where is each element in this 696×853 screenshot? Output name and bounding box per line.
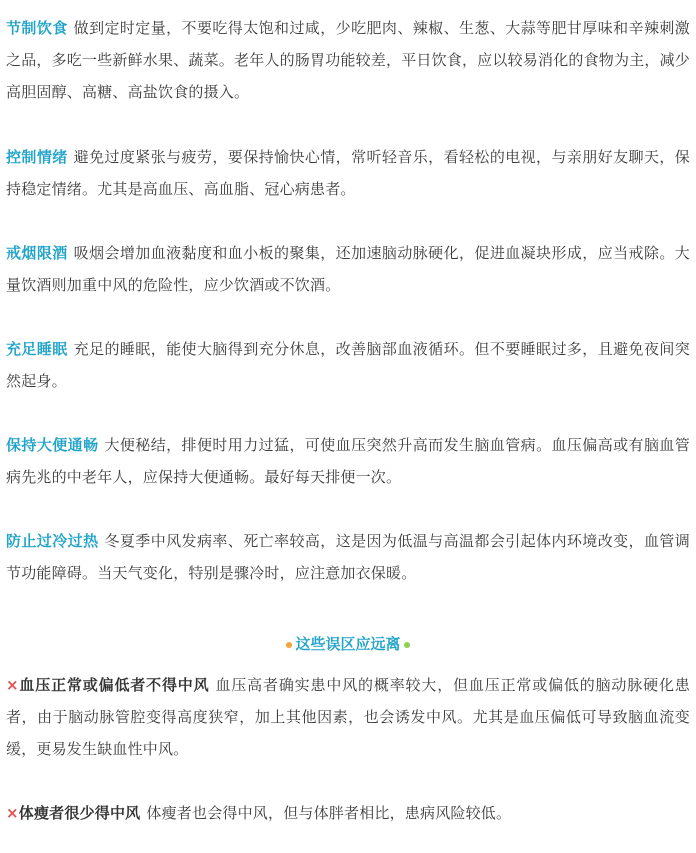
tip-paragraph-sleep xyxy=(6,333,690,397)
green-dot-icon xyxy=(404,642,410,648)
mistake-title: 血压正常或偏低者不得中风 xyxy=(18,676,210,694)
tip-text: 避免过度紧张与疲劳，要保持愉快心情，常听轻音乐，看轻松的电视，与亲朋好友聊天，保持稳定情绪。尤其是高血压、高血脂、冠心病患者。 xyxy=(6,148,690,198)
tip-title: 节制饮食 xyxy=(6,19,68,37)
tip-text: 大便秘结，排便时用力过猛，可使血压突然升高而发生脑血管病。血压偏高或有脑血管病先兆的中老年人，应保持大便通畅。最好每天排便一次。 xyxy=(6,436,690,486)
section-header xyxy=(0,629,696,659)
tip-text: 吸烟会增加血液黏度和血小板的聚集，还加速脑动脉硬化，促进血凝块形成，应当戒除。大量饮酒则加重中风的危险性，应少饮酒或不饮酒。 xyxy=(6,244,690,294)
mistake-text: 体瘦者也会得中风，但与体胖者相比，患病风险较低。 xyxy=(146,804,512,822)
cross-mark-icon: × xyxy=(6,804,19,822)
mistake-title: 体瘦者很少得中风 xyxy=(18,804,141,822)
tip-paragraph-bowel xyxy=(6,429,690,493)
mistake-paragraph-thin xyxy=(6,797,690,829)
tip-text: 充足的睡眠，能使大脑得到充分休息，改善脑部血液循环。但不要睡眠过多，且避免夜间突然起身。 xyxy=(6,340,690,390)
tip-title: 控制情绪 xyxy=(6,148,68,166)
tip-text: 做到定时定量，不要吃得太饱和过咸，少吃肥肉、辣椒、生葱、大蒜等肥甘厚味和辛辣刺激之品，多吃一些新鲜水果、蔬菜。老年人的肠胃功能较差，平日饮食，应以较易消化的食物为主，减少高胆固醇、高糖、高盐饮食的摄入。 xyxy=(6,19,691,101)
mistake-text: 血压高者确实患中风的概率较大，但血压正常或偏低的脑动脉硬化患者，由于脑动脉管腔变得高度狭窄，加上其他因素，也会诱发中风。尤其是血压偏低可导致脑血流变缓，更易发生缺血性中风。 xyxy=(6,676,690,758)
tip-text: 冬夏季中风发病率、死亡率较高，这是因为低温与高温都会引起体内环境改变，血管调节功能障碍。当天气变化，特别是骤冷时，应注意加衣保暖。 xyxy=(6,532,690,582)
tip-title: 戒烟限酒 xyxy=(6,244,68,262)
tip-title: 保持大便通畅 xyxy=(6,436,99,454)
tip-title: 充足睡眠 xyxy=(6,340,68,358)
tip-title: 防止过冷过热 xyxy=(6,532,99,550)
section-header-text: 这些误区应远离 xyxy=(295,635,401,653)
mistake-paragraph-blood-pressure xyxy=(6,669,690,765)
tip-paragraph-smoking xyxy=(6,237,690,301)
cross-mark-icon: × xyxy=(6,676,19,694)
tip-paragraph-emotion xyxy=(6,141,690,205)
tip-paragraph-temperature xyxy=(6,525,690,589)
orange-dot-icon xyxy=(286,642,292,648)
tip-paragraph-diet xyxy=(6,12,690,108)
